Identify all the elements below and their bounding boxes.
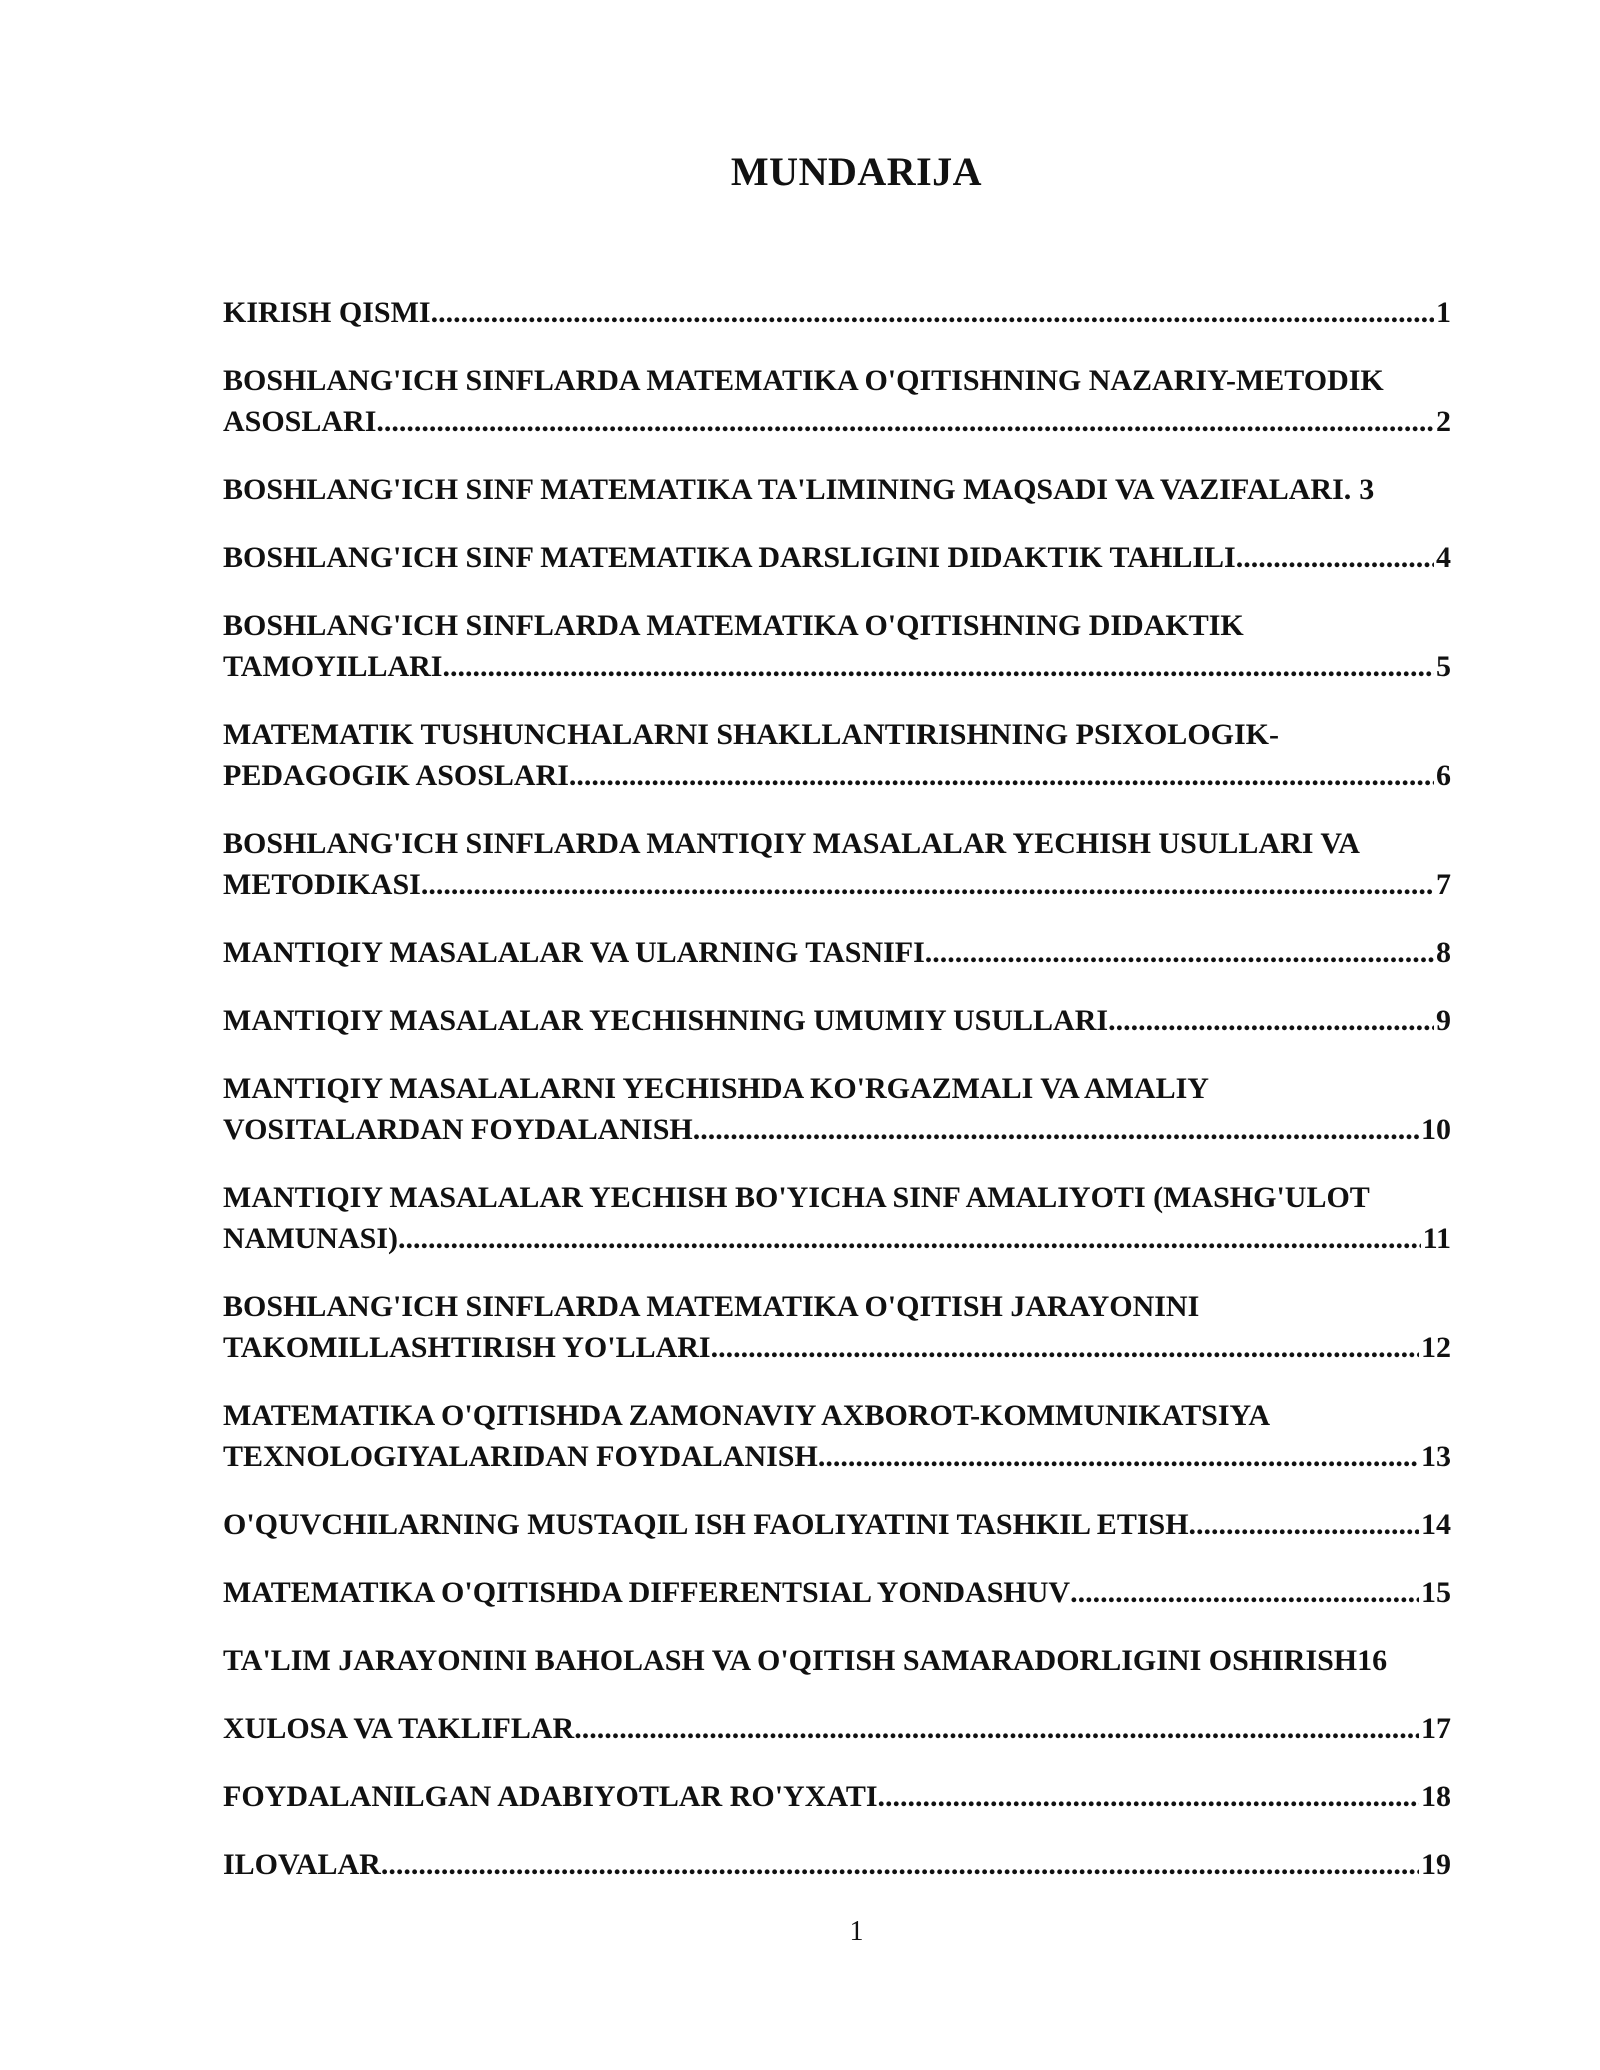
toc-entry-title-line2: TEXNOLOGIYALARIDAN FOYDALANISH: [223, 1440, 818, 1473]
toc-leader-dots: [1236, 537, 1434, 578]
toc-page-number: 6: [1436, 759, 1451, 792]
toc-entry[interactable]: [223, 1708, 1451, 1749]
toc-entry-title-line2: TAKOMILLASHTIRISH YO'LLARI: [223, 1331, 711, 1364]
toc-page-number: 19: [1421, 1848, 1451, 1881]
toc-entry-title-line2: TAMOYILLARI: [223, 650, 443, 683]
toc-page-number: 3: [1359, 473, 1375, 506]
toc-entry-title-line1: MATEMATIKA O'QITISHDA ZAMONAVIY AXBOROT-KOMMUNIKATSIYA: [223, 1399, 1271, 1432]
toc-entry-title: MANTIQIY MASALALAR YECHISHNING UMUMIY USULLARI: [223, 1004, 1109, 1037]
toc-page-number: 16: [1357, 1644, 1388, 1677]
toc-entry-title-line1: BOSHLANG'ICH SINFLARDA MATEMATIKA O'QITISHNING NAZARIY-METODIK: [223, 364, 1384, 397]
toc-entry[interactable]: [223, 1776, 1451, 1817]
toc-entry[interactable]: [223, 469, 1451, 510]
toc-entry-title: XULOSA VA TAKLIFLAR: [223, 1712, 575, 1745]
toc-leader-dots: [381, 1844, 1419, 1885]
toc-leader-dots: [818, 1436, 1419, 1477]
toc-entry-title-line1: BOSHLANG'ICH SINFLARDA MATEMATIKA O'QITISHNING DIDAKTIK: [223, 609, 1244, 642]
toc-entry-title: KIRISH QISMI: [223, 296, 431, 329]
toc-entry-title-line1: MANTIQIY MASALALARNI YECHISHDA KO'RGAZMALI VA AMALIY: [223, 1072, 1209, 1105]
toc-leader-dots: [421, 864, 1434, 905]
toc-entry[interactable]: [223, 1572, 1451, 1613]
toc-entry[interactable]: [223, 1177, 1451, 1259]
toc-entry-title-line1: MANTIQIY MASALALAR YECHISH BO'YICHA SINF AMALIYOTI (MASHG'ULOT: [223, 1181, 1370, 1214]
toc-leader-dots: [1189, 1504, 1419, 1545]
toc-page-number: 1: [1436, 296, 1451, 329]
toc-entry-title-line2: VOSITALARDAN FOYDALANISH: [223, 1113, 693, 1146]
toc-page-number: 15: [1421, 1576, 1451, 1609]
toc-entry[interactable]: [223, 1504, 1451, 1545]
toc-entry[interactable]: [223, 1395, 1451, 1477]
toc-entry-title: O'QUVCHILARNING MUSTAQIL ISH FAOLIYATINI TASHKIL ETISH: [223, 1508, 1189, 1541]
toc-leader-dots: [1108, 1000, 1434, 1041]
toc-entry[interactable]: [223, 1068, 1451, 1150]
toc-entry-title: MANTIQIY MASALALAR VA ULARNING TASNIFI: [223, 936, 925, 969]
toc-page-number: 17: [1421, 1712, 1451, 1745]
toc-entry[interactable]: [223, 292, 1451, 333]
toc-page-number: 4: [1436, 541, 1451, 574]
toc-entry-title-line1: MATEMATIK TUSHUNCHALARNI SHAKLLANTIRISHNING PSIXOLOGIK-: [223, 718, 1279, 751]
toc-entry[interactable]: [223, 360, 1451, 442]
page-footer-number: 1: [849, 1916, 864, 1947]
toc-leader-dots: [925, 932, 1434, 973]
toc-page-number: 11: [1422, 1222, 1451, 1255]
toc-entry-title: BOSHLANG'ICH SINF MATEMATIKA DARSLIGINI DIDAKTIK TAHLILI: [223, 541, 1236, 574]
toc-leader-dots: [431, 292, 1434, 333]
toc-leader-dots: [376, 401, 1434, 442]
toc-entry[interactable]: [223, 1000, 1451, 1041]
toc-entry-title: ILOVALAR: [223, 1848, 381, 1881]
toc-leader-dots: [442, 646, 1434, 687]
toc-page-number: 13: [1421, 1440, 1451, 1473]
toc-page-number: 5: [1436, 650, 1451, 683]
toc-page-number: 2: [1436, 405, 1451, 438]
toc-entry[interactable]: [223, 1844, 1451, 1885]
toc-entry-title-line2: ASOSLARI: [223, 405, 377, 438]
toc-page-number: 9: [1436, 1004, 1451, 1037]
toc-entry-title: FOYDALANILGAN ADABIYOTLAR RO'YXATI: [223, 1780, 878, 1813]
toc-page-number: 10: [1421, 1113, 1451, 1146]
toc-entry[interactable]: [223, 714, 1451, 796]
toc-page-number: 14: [1421, 1508, 1451, 1541]
toc-leader-dots: [1070, 1572, 1419, 1613]
toc-entry[interactable]: [223, 932, 1451, 973]
toc-entry[interactable]: [223, 537, 1451, 578]
toc-entry-title-line1: BOSHLANG'ICH SINFLARDA MATEMATIKA O'QITISH JARAYONINI: [223, 1290, 1200, 1323]
toc-entry-title: MATEMATIKA O'QITISHDA DIFFERENTSIAL YONDASHUV: [223, 1576, 1071, 1609]
toc-entry-title: TA'LIM JARAYONINI BAHOLASH VA O'QITISH SAMARADORLIGINI OSHIRISH: [223, 1644, 1358, 1677]
toc-entry-title: BOSHLANG'ICH SINF MATEMATIKA TA'LIMINING MAQSADI VA VAZIFALARI.: [223, 473, 1352, 506]
toc-page-number: 12: [1421, 1331, 1451, 1364]
toc-leader-dots: [711, 1327, 1419, 1368]
table-of-contents: [223, 292, 1451, 1912]
toc-leader-dots: [574, 1708, 1419, 1749]
toc-leader-dots: [878, 1776, 1419, 1817]
toc-leader-dots: [693, 1109, 1419, 1150]
toc-entry-title-line2: METODIKASI: [223, 868, 421, 901]
toc-entry[interactable]: [223, 1286, 1451, 1368]
toc-leader-dots: [569, 755, 1434, 796]
toc-entry[interactable]: [223, 605, 1451, 687]
toc-page-number: 18: [1421, 1780, 1451, 1813]
page-title: MUNDARIJA: [730, 149, 983, 194]
toc-entry-title-line1: BOSHLANG'ICH SINFLARDA MANTIQIY MASALALAR YECHISH USULLARI VA: [223, 827, 1360, 860]
toc-entry-title-line2: PEDAGOGIK ASOSLARI: [223, 759, 569, 792]
toc-page-number: 8: [1436, 936, 1451, 969]
toc-entry[interactable]: [223, 823, 1451, 905]
toc-entry-title-line2: NAMUNASI): [223, 1222, 398, 1255]
toc-page-number: 7: [1436, 868, 1451, 901]
toc-leader-dots: [398, 1218, 1421, 1259]
toc-entry[interactable]: [223, 1640, 1451, 1681]
